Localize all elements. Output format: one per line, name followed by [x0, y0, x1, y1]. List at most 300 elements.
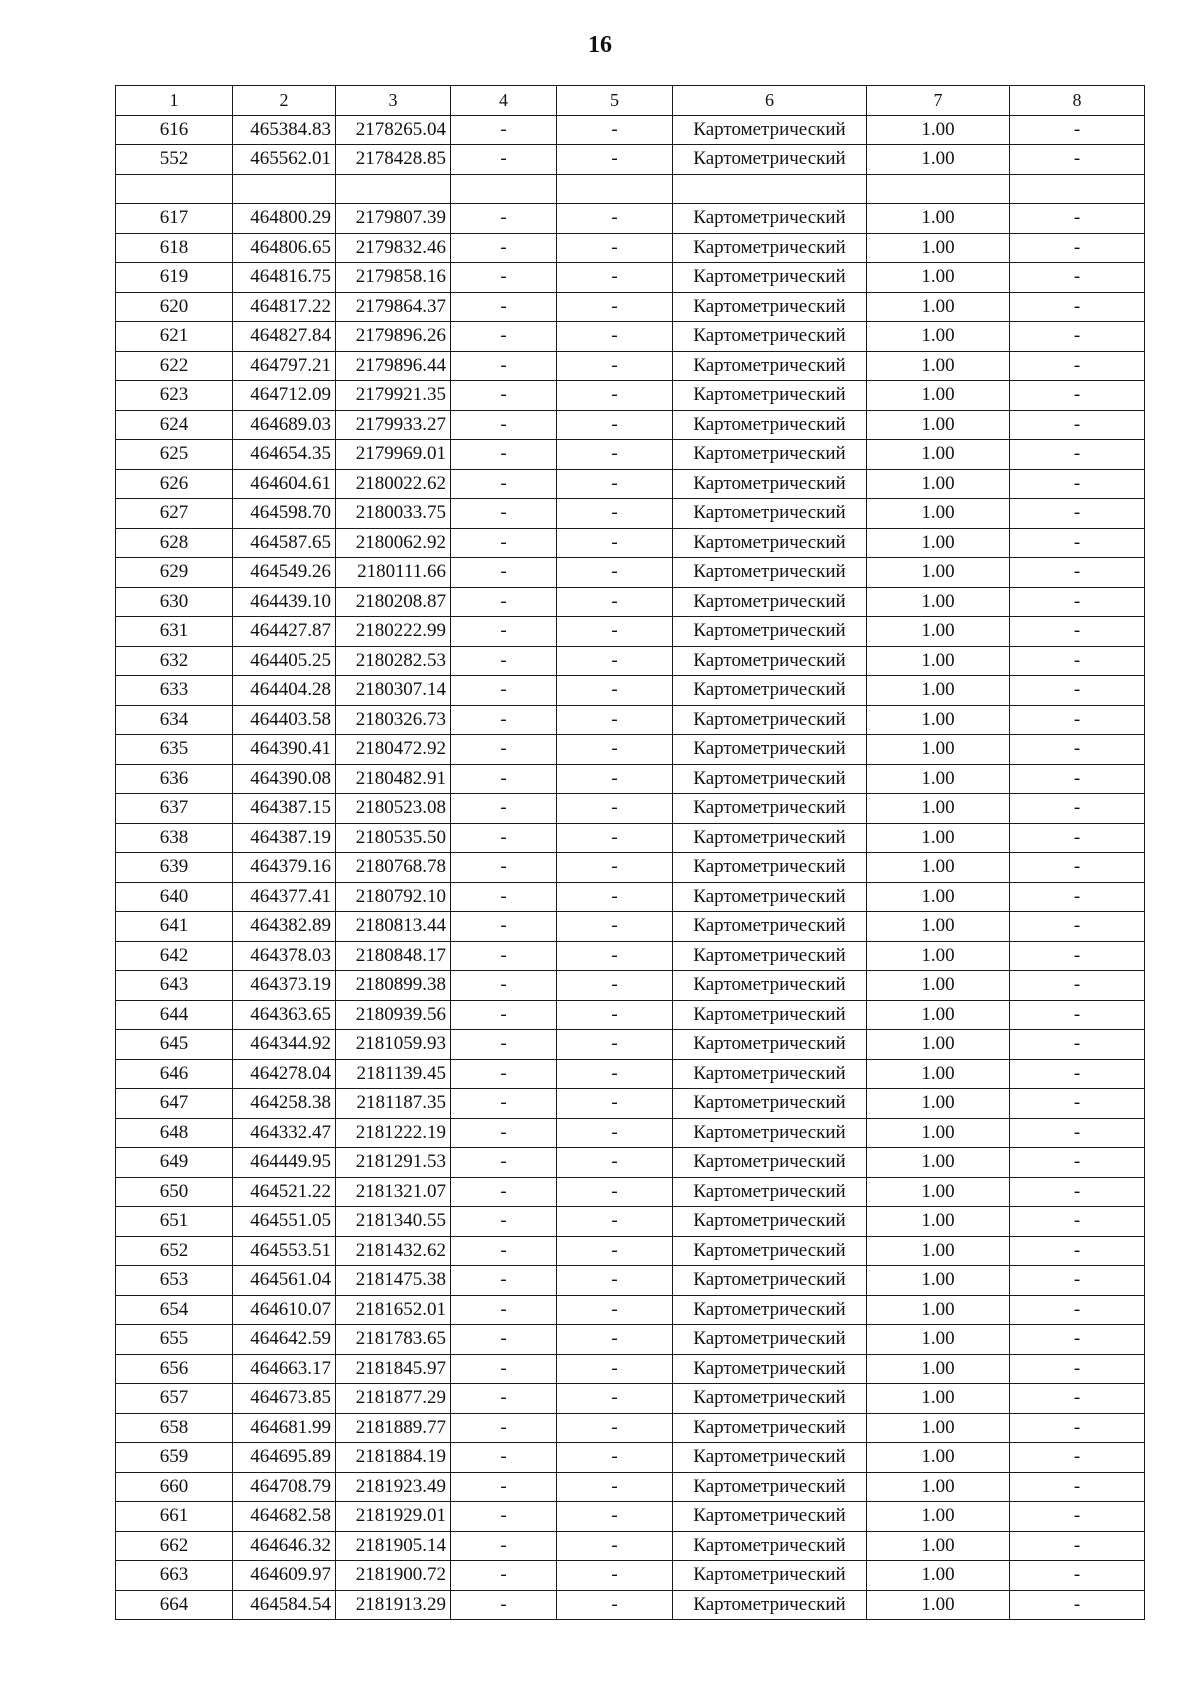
table-row — [116, 1030, 1145, 1060]
col-4-cell: - — [451, 410, 557, 440]
col-4-cell: - — [451, 1295, 557, 1325]
table-row — [116, 1000, 1145, 1030]
header-cell-1: 1 — [116, 86, 233, 116]
point-number-cell: 636 — [116, 764, 233, 794]
x-coordinate-cell: 464797.21 — [233, 351, 336, 381]
y-coordinate-cell: 2180523.08 — [336, 794, 451, 824]
y-coordinate-cell: 2181321.07 — [336, 1177, 451, 1207]
x-coordinate-cell: 464521.22 — [233, 1177, 336, 1207]
table-row — [116, 1472, 1145, 1502]
x-coordinate-cell: 464827.84 — [233, 322, 336, 352]
accuracy-cell: 1.00 — [867, 705, 1010, 735]
y-coordinate-cell: 2181059.93 — [336, 1030, 451, 1060]
point-number-cell: 661 — [116, 1502, 233, 1532]
col-4-cell: - — [451, 941, 557, 971]
point-number-cell: 619 — [116, 263, 233, 293]
table-row — [116, 145, 1145, 175]
col-4-cell: - — [451, 764, 557, 794]
col-8-cell: - — [1010, 882, 1145, 912]
col-4-cell: - — [451, 1059, 557, 1089]
method-cell: Картометрический — [673, 912, 867, 942]
col-8-cell: - — [1010, 705, 1145, 735]
point-number-cell: 648 — [116, 1118, 233, 1148]
x-coordinate-cell: 464587.65 — [233, 528, 336, 558]
col-5-cell: - — [557, 115, 673, 145]
point-number-cell: 660 — [116, 1472, 233, 1502]
accuracy-cell: 1.00 — [867, 1531, 1010, 1561]
accuracy-cell: 1.00 — [867, 1207, 1010, 1237]
col-8-cell: - — [1010, 853, 1145, 883]
y-coordinate-cell — [336, 174, 451, 204]
col-5-cell: - — [557, 705, 673, 735]
accuracy-cell: 1.00 — [867, 912, 1010, 942]
accuracy-cell: 1.00 — [867, 1236, 1010, 1266]
header-cell-4: 4 — [451, 86, 557, 116]
x-coordinate-cell: 464390.41 — [233, 735, 336, 765]
col-4-cell: - — [451, 617, 557, 647]
y-coordinate-cell: 2181877.29 — [336, 1384, 451, 1414]
point-number-cell: 618 — [116, 233, 233, 263]
accuracy-cell: 1.00 — [867, 263, 1010, 293]
accuracy-cell: 1.00 — [867, 381, 1010, 411]
point-number-cell: 635 — [116, 735, 233, 765]
col-5-cell: - — [557, 1384, 673, 1414]
x-coordinate-cell: 465562.01 — [233, 145, 336, 175]
col-5-cell: - — [557, 1030, 673, 1060]
col-5-cell: - — [557, 1207, 673, 1237]
point-number-cell: 646 — [116, 1059, 233, 1089]
col-4-cell: - — [451, 145, 557, 175]
y-coordinate-cell: 2180939.56 — [336, 1000, 451, 1030]
accuracy-cell: 1.00 — [867, 1118, 1010, 1148]
x-coordinate-cell: 464689.03 — [233, 410, 336, 440]
point-number-cell: 620 — [116, 292, 233, 322]
table-row — [116, 410, 1145, 440]
method-cell: Картометрический — [673, 882, 867, 912]
y-coordinate-cell: 2181222.19 — [336, 1118, 451, 1148]
col-5-cell — [557, 174, 673, 204]
coordinates-table — [115, 85, 1145, 1620]
method-cell: Картометрический — [673, 646, 867, 676]
table-row — [116, 528, 1145, 558]
point-number-cell: 617 — [116, 204, 233, 234]
table-row — [116, 882, 1145, 912]
accuracy-cell: 1.00 — [867, 971, 1010, 1001]
y-coordinate-cell: 2180848.17 — [336, 941, 451, 971]
col-8-cell: - — [1010, 1030, 1145, 1060]
col-8-cell: - — [1010, 1059, 1145, 1089]
accuracy-cell: 1.00 — [867, 499, 1010, 529]
table-row — [116, 263, 1145, 293]
y-coordinate-cell: 2180535.50 — [336, 823, 451, 853]
table-row — [116, 1502, 1145, 1532]
table-row — [116, 204, 1145, 234]
y-coordinate-cell: 2180111.66 — [336, 558, 451, 588]
accuracy-cell: 1.00 — [867, 1354, 1010, 1384]
col-8-cell: - — [1010, 499, 1145, 529]
col-5-cell: - — [557, 912, 673, 942]
col-5-cell: - — [557, 1531, 673, 1561]
method-cell: Картометрический — [673, 1236, 867, 1266]
accuracy-cell: 1.00 — [867, 882, 1010, 912]
col-4-cell: - — [451, 469, 557, 499]
col-5-cell: - — [557, 617, 673, 647]
method-cell: Картометрический — [673, 1148, 867, 1178]
method-cell: Картометрический — [673, 764, 867, 794]
table-row — [116, 1118, 1145, 1148]
method-cell: Картометрический — [673, 971, 867, 1001]
col-8-cell: - — [1010, 1561, 1145, 1591]
x-coordinate-cell: 464642.59 — [233, 1325, 336, 1355]
point-number-cell: 645 — [116, 1030, 233, 1060]
method-cell: Картометрический — [673, 1502, 867, 1532]
table-row — [116, 1266, 1145, 1296]
accuracy-cell: 1.00 — [867, 1059, 1010, 1089]
header-cell-3: 3 — [336, 86, 451, 116]
x-coordinate-cell: 464654.35 — [233, 440, 336, 470]
col-8-cell: - — [1010, 1413, 1145, 1443]
accuracy-cell: 1.00 — [867, 292, 1010, 322]
col-4-cell: - — [451, 1590, 557, 1620]
method-cell: Картометрический — [673, 528, 867, 558]
point-number-cell: 626 — [116, 469, 233, 499]
col-4-cell: - — [451, 1531, 557, 1561]
y-coordinate-cell: 2180282.53 — [336, 646, 451, 676]
point-number-cell: 659 — [116, 1443, 233, 1473]
col-5-cell: - — [557, 853, 673, 883]
point-number-cell: 621 — [116, 322, 233, 352]
col-5-cell: - — [557, 381, 673, 411]
table-row — [116, 912, 1145, 942]
accuracy-cell: 1.00 — [867, 1502, 1010, 1532]
method-cell: Картометрический — [673, 381, 867, 411]
col-4-cell: - — [451, 1325, 557, 1355]
table-row — [116, 440, 1145, 470]
table-row — [116, 794, 1145, 824]
col-4-cell: - — [451, 1443, 557, 1473]
col-8-cell: - — [1010, 764, 1145, 794]
col-4-cell: - — [451, 233, 557, 263]
table-row — [116, 676, 1145, 706]
col-5-cell: - — [557, 646, 673, 676]
y-coordinate-cell: 2178265.04 — [336, 115, 451, 145]
y-coordinate-cell: 2181291.53 — [336, 1148, 451, 1178]
y-coordinate-cell: 2179969.01 — [336, 440, 451, 470]
y-coordinate-cell: 2180482.91 — [336, 764, 451, 794]
accuracy-cell: 1.00 — [867, 1443, 1010, 1473]
col-4-cell: - — [451, 1472, 557, 1502]
point-number-cell: 552 — [116, 145, 233, 175]
col-5-cell: - — [557, 1561, 673, 1591]
col-5-cell: - — [557, 823, 673, 853]
y-coordinate-cell: 2179896.44 — [336, 351, 451, 381]
table-row — [116, 1413, 1145, 1443]
x-coordinate-cell: 464561.04 — [233, 1266, 336, 1296]
col-5-cell: - — [557, 1443, 673, 1473]
col-4-cell: - — [451, 735, 557, 765]
table-row — [116, 705, 1145, 735]
col-5-cell: - — [557, 1059, 673, 1089]
col-4-cell: - — [451, 1413, 557, 1443]
y-coordinate-cell: 2181340.55 — [336, 1207, 451, 1237]
point-number-cell: 622 — [116, 351, 233, 381]
point-number-cell: 637 — [116, 794, 233, 824]
col-5-cell: - — [557, 1177, 673, 1207]
point-number-cell: 662 — [116, 1531, 233, 1561]
y-coordinate-cell: 2180899.38 — [336, 971, 451, 1001]
y-coordinate-cell: 2181889.77 — [336, 1413, 451, 1443]
col-4-cell: - — [451, 499, 557, 529]
x-coordinate-cell: 464382.89 — [233, 912, 336, 942]
col-8-cell: - — [1010, 263, 1145, 293]
method-cell: Картометрический — [673, 204, 867, 234]
point-number-cell: 640 — [116, 882, 233, 912]
col-5-cell: - — [557, 1148, 673, 1178]
y-coordinate-cell: 2181884.19 — [336, 1443, 451, 1473]
point-number-cell: 655 — [116, 1325, 233, 1355]
x-coordinate-cell: 464708.79 — [233, 1472, 336, 1502]
y-coordinate-cell: 2181475.38 — [336, 1266, 451, 1296]
point-number-cell: 639 — [116, 853, 233, 883]
col-4-cell: - — [451, 263, 557, 293]
table-row — [116, 115, 1145, 145]
y-coordinate-cell: 2181923.49 — [336, 1472, 451, 1502]
col-5-cell: - — [557, 1413, 673, 1443]
y-coordinate-cell: 2181905.14 — [336, 1531, 451, 1561]
col-8-cell: - — [1010, 469, 1145, 499]
col-4-cell: - — [451, 1089, 557, 1119]
method-cell: Картометрический — [673, 1089, 867, 1119]
y-coordinate-cell: 2180307.14 — [336, 676, 451, 706]
method-cell: Картометрический — [673, 1325, 867, 1355]
accuracy-cell: 1.00 — [867, 735, 1010, 765]
method-cell: Картометрический — [673, 292, 867, 322]
method-cell: Картометрический — [673, 1266, 867, 1296]
x-coordinate-cell: 464379.16 — [233, 853, 336, 883]
method-cell: Картометрический — [673, 1295, 867, 1325]
col-5-cell: - — [557, 233, 673, 263]
x-coordinate-cell: 464610.07 — [233, 1295, 336, 1325]
col-5-cell: - — [557, 1236, 673, 1266]
col-5-cell: - — [557, 292, 673, 322]
table-row — [116, 1089, 1145, 1119]
col-8-cell: - — [1010, 676, 1145, 706]
point-number-cell: 649 — [116, 1148, 233, 1178]
col-8-cell: - — [1010, 1148, 1145, 1178]
method-cell: Картометрический — [673, 1384, 867, 1414]
table-row — [116, 617, 1145, 647]
point-number-cell: 651 — [116, 1207, 233, 1237]
x-coordinate-cell: 464695.89 — [233, 1443, 336, 1473]
x-coordinate-cell: 464427.87 — [233, 617, 336, 647]
x-coordinate-cell: 464817.22 — [233, 292, 336, 322]
table-row — [116, 1354, 1145, 1384]
y-coordinate-cell: 2180222.99 — [336, 617, 451, 647]
page-number: 16 — [588, 32, 612, 58]
point-number-cell: 642 — [116, 941, 233, 971]
col-5-cell: - — [557, 676, 673, 706]
accuracy-cell: 1.00 — [867, 1413, 1010, 1443]
header-cell-7: 7 — [867, 86, 1010, 116]
col-4-cell: - — [451, 912, 557, 942]
accuracy-cell: 1.00 — [867, 1561, 1010, 1591]
y-coordinate-cell: 2181929.01 — [336, 1502, 451, 1532]
accuracy-cell: 1.00 — [867, 1000, 1010, 1030]
accuracy-cell: 1.00 — [867, 1177, 1010, 1207]
accuracy-cell: 1.00 — [867, 823, 1010, 853]
point-number-cell: 630 — [116, 587, 233, 617]
accuracy-cell: 1.00 — [867, 233, 1010, 263]
accuracy-cell: 1.00 — [867, 764, 1010, 794]
col-8-cell: - — [1010, 587, 1145, 617]
col-4-cell — [451, 174, 557, 204]
y-coordinate-cell: 2179858.16 — [336, 263, 451, 293]
x-coordinate-cell: 464258.38 — [233, 1089, 336, 1119]
col-8-cell: - — [1010, 1118, 1145, 1148]
accuracy-cell: 1.00 — [867, 440, 1010, 470]
col-4-cell: - — [451, 558, 557, 588]
col-8-cell: - — [1010, 1443, 1145, 1473]
x-coordinate-cell: 464378.03 — [233, 941, 336, 971]
col-4-cell: - — [451, 705, 557, 735]
col-4-cell: - — [451, 882, 557, 912]
accuracy-cell: 1.00 — [867, 587, 1010, 617]
point-number-cell: 664 — [116, 1590, 233, 1620]
table-row — [116, 1443, 1145, 1473]
col-4-cell: - — [451, 292, 557, 322]
method-cell: Картометрический — [673, 1472, 867, 1502]
col-8-cell: - — [1010, 233, 1145, 263]
table-row — [116, 233, 1145, 263]
col-4-cell: - — [451, 322, 557, 352]
col-4-cell: - — [451, 794, 557, 824]
y-coordinate-cell: 2181187.35 — [336, 1089, 451, 1119]
method-cell: Картометрический — [673, 735, 867, 765]
col-8-cell: - — [1010, 1000, 1145, 1030]
table-row — [116, 587, 1145, 617]
col-4-cell: - — [451, 1266, 557, 1296]
method-cell: Картометрический — [673, 1354, 867, 1384]
col-4-cell: - — [451, 1384, 557, 1414]
col-8-cell: - — [1010, 617, 1145, 647]
col-5-cell: - — [557, 351, 673, 381]
col-5-cell: - — [557, 1590, 673, 1620]
table-row — [116, 823, 1145, 853]
accuracy-cell: 1.00 — [867, 617, 1010, 647]
y-coordinate-cell: 2181913.29 — [336, 1590, 451, 1620]
x-coordinate-cell: 464439.10 — [233, 587, 336, 617]
method-cell: Картометрический — [673, 1030, 867, 1060]
method-cell: Картометрический — [673, 823, 867, 853]
method-cell: Картометрический — [673, 1207, 867, 1237]
col-8-cell: - — [1010, 558, 1145, 588]
table-row — [116, 1561, 1145, 1591]
header-cell-6: 6 — [673, 86, 867, 116]
col-4-cell: - — [451, 381, 557, 411]
point-number-cell: 641 — [116, 912, 233, 942]
accuracy-cell: 1.00 — [867, 853, 1010, 883]
col-8-cell: - — [1010, 351, 1145, 381]
x-coordinate-cell: 464816.75 — [233, 263, 336, 293]
accuracy-cell: 1.00 — [867, 115, 1010, 145]
col-4-cell: - — [451, 971, 557, 1001]
method-cell: Картометрический — [673, 676, 867, 706]
y-coordinate-cell: 2180472.92 — [336, 735, 451, 765]
table-row — [116, 1148, 1145, 1178]
x-coordinate-cell: 464663.17 — [233, 1354, 336, 1384]
y-coordinate-cell: 2180792.10 — [336, 882, 451, 912]
col-8-cell: - — [1010, 381, 1145, 411]
point-number-cell: 628 — [116, 528, 233, 558]
table-header-row — [116, 86, 1145, 116]
col-8-cell: - — [1010, 1354, 1145, 1384]
accuracy-cell: 1.00 — [867, 558, 1010, 588]
col-8-cell: - — [1010, 1325, 1145, 1355]
col-4-cell: - — [451, 823, 557, 853]
col-4-cell: - — [451, 587, 557, 617]
table-row — [116, 1384, 1145, 1414]
x-coordinate-cell: 464373.19 — [233, 971, 336, 1001]
col-4-cell: - — [451, 1236, 557, 1266]
col-8-cell: - — [1010, 912, 1145, 942]
table-row — [116, 322, 1145, 352]
y-coordinate-cell: 2181900.72 — [336, 1561, 451, 1591]
col-5-cell: - — [557, 794, 673, 824]
accuracy-cell: 1.00 — [867, 410, 1010, 440]
table-row — [116, 381, 1145, 411]
point-number-cell: 653 — [116, 1266, 233, 1296]
y-coordinate-cell: 2180062.92 — [336, 528, 451, 558]
col-8-cell: - — [1010, 794, 1145, 824]
x-coordinate-cell: 464390.08 — [233, 764, 336, 794]
col-5-cell: - — [557, 1295, 673, 1325]
point-number-cell — [116, 174, 233, 204]
col-8-cell: - — [1010, 1472, 1145, 1502]
point-number-cell: 656 — [116, 1354, 233, 1384]
accuracy-cell: 1.00 — [867, 1148, 1010, 1178]
col-5-cell: - — [557, 499, 673, 529]
col-8-cell: - — [1010, 292, 1145, 322]
col-4-cell: - — [451, 1177, 557, 1207]
point-number-cell: 625 — [116, 440, 233, 470]
point-number-cell: 658 — [116, 1413, 233, 1443]
x-coordinate-cell: 464387.15 — [233, 794, 336, 824]
method-cell: Картометрический — [673, 853, 867, 883]
col-5-cell: - — [557, 1502, 673, 1532]
method-cell: Картометрический — [673, 941, 867, 971]
x-coordinate-cell: 464403.58 — [233, 705, 336, 735]
table-row — [116, 1531, 1145, 1561]
table-row — [116, 1590, 1145, 1620]
accuracy-cell: 1.00 — [867, 322, 1010, 352]
method-cell — [673, 174, 867, 204]
col-8-cell: - — [1010, 1531, 1145, 1561]
col-5-cell: - — [557, 587, 673, 617]
x-coordinate-cell: 464681.99 — [233, 1413, 336, 1443]
x-coordinate-cell: 464344.92 — [233, 1030, 336, 1060]
y-coordinate-cell: 2181652.01 — [336, 1295, 451, 1325]
col-5-cell: - — [557, 1118, 673, 1148]
col-5-cell: - — [557, 1472, 673, 1502]
x-coordinate-cell: 464800.29 — [233, 204, 336, 234]
col-8-cell: - — [1010, 971, 1145, 1001]
accuracy-cell: 1.00 — [867, 1384, 1010, 1414]
table-row — [116, 1177, 1145, 1207]
x-coordinate-cell: 464377.41 — [233, 882, 336, 912]
point-number-cell: 650 — [116, 1177, 233, 1207]
method-cell: Картометрический — [673, 1590, 867, 1620]
table-row — [116, 1059, 1145, 1089]
